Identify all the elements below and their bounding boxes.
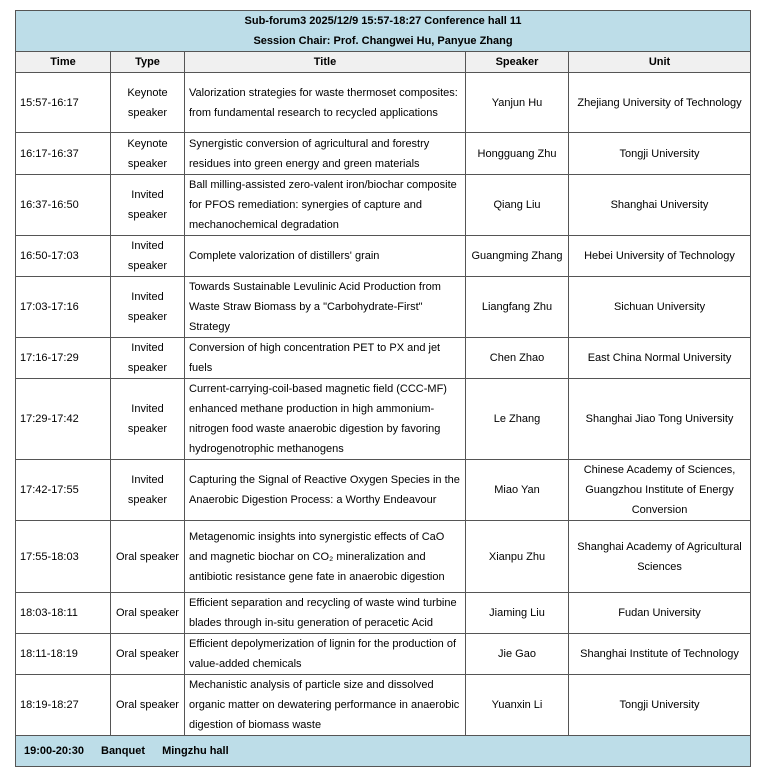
cell-title: Conversion of high concentration PET to PX and jet fuels [185,338,466,379]
column-header-title: Title [185,52,466,73]
cell-type: Invited speaker [111,175,185,236]
table-row [16,277,751,338]
column-header-type: Type [111,52,185,73]
cell-speaker: Hongguang Zhu [466,133,569,175]
cell-title: Current-carrying-coil-based magnetic field (CCC-MF) enhanced methane production in high ammonium-nitrogen food waste anaerobic digestion by favoring hydrogenotrophic methanogens [185,379,466,460]
cell-type: Oral speaker [111,675,185,736]
table-row [16,634,751,675]
cell-type: Invited speaker [111,379,185,460]
cell-speaker: Qiang Liu [466,175,569,236]
cell-unit: Fudan University [569,593,751,634]
cell-title: Capturing the Signal of Reactive Oxygen Species in the Anaerobic Digestion Process: a Worthy Endeavour [185,460,466,521]
cell-speaker: Jie Gao [466,634,569,675]
table-row [16,175,751,236]
cell-type: Invited speaker [111,236,185,277]
cell-time: 17:29-17:42 [16,379,111,460]
session-header [16,11,751,52]
cell-title: Towards Sustainable Levulinic Acid Production from Waste Straw Biomass by a "Carbohydrate-First" Strategy [185,277,466,338]
cell-time: 16:50-17:03 [16,236,111,277]
cell-unit: East China Normal University [569,338,751,379]
cell-time: 18:03-18:11 [16,593,111,634]
cell-type: Invited speaker [111,338,185,379]
cell-time: 16:17-16:37 [16,133,111,175]
cell-speaker: Jiaming Liu [466,593,569,634]
cell-title: Complete valorization of distillers' grain [185,236,466,277]
cell-unit: Shanghai Jiao Tong University [569,379,751,460]
cell-title: Metagenomic insights into synergistic effects of CaO and magnetic biochar on CO₂ mineralization and antibiotic resistance gene fate in anaerobic digestion [185,521,466,593]
table-row [16,593,751,634]
table-row [16,379,751,460]
cell-unit: Zhejiang University of Technology [569,73,751,133]
cell-time: 18:19-18:27 [16,675,111,736]
cell-speaker: Le Zhang [466,379,569,460]
table-row [16,460,751,521]
table-row [16,236,751,277]
cell-time: 17:42-17:55 [16,460,111,521]
cell-time: 17:16-17:29 [16,338,111,379]
banquet-venue: Mingzhu hall [162,745,229,757]
schedule-body [16,73,751,736]
session-chair: Session Chair: Prof. Changwei Hu, Panyue Zhang [253,35,513,47]
cell-title: Efficient separation and recycling of waste wind turbine blades through in-situ generation of peracetic Acid [185,593,466,634]
table-row [16,338,751,379]
cell-type: Keynote speaker [111,133,185,175]
header-row [16,11,751,52]
cell-type: Keynote speaker [111,73,185,133]
cell-speaker: Yuanxin Li [466,675,569,736]
cell-type: Invited speaker [111,460,185,521]
cell-speaker: Xianpu Zhu [466,521,569,593]
banquet-cell [16,736,751,767]
cell-unit: Hebei University of Technology [569,236,751,277]
cell-speaker: Miao Yan [466,460,569,521]
cell-time: 17:03-17:16 [16,277,111,338]
cell-title: Synergistic conversion of agricultural and forestry residues into green energy and green materials [185,133,466,175]
table-row [16,521,751,593]
table-row [16,133,751,175]
column-header-speaker: Speaker [466,52,569,73]
cell-type: Oral speaker [111,521,185,593]
banquet-time: 19:00-20:30 [24,745,84,757]
session-title: Sub-forum3 2025/12/9 15:57-18:27 Conference hall 11 [244,15,522,27]
cell-unit: Shanghai Academy of Agricultural Sciences [569,521,751,593]
cell-title: Efficient depolymerization of lignin for the production of value-added chemicals [185,634,466,675]
cell-time: 16:37-16:50 [16,175,111,236]
cell-speaker: Liangfang Zhu [466,277,569,338]
cell-unit: Chinese Academy of Sciences, Guangzhou Institute of Energy Conversion [569,460,751,521]
cell-time: 17:55-18:03 [16,521,111,593]
cell-unit: Sichuan University [569,277,751,338]
cell-title: Ball milling-assisted zero-valent iron/biochar composite for PFOS remediation: synergies of capture and mechanochemical degradation [185,175,466,236]
schedule-table [15,10,751,767]
table-row [16,73,751,133]
table-row [16,675,751,736]
cell-title: Valorization strategies for waste thermoset composites: from fundamental research to recycled applications [185,73,466,133]
banquet-row [16,736,751,767]
cell-type: Oral speaker [111,593,185,634]
cell-type: Oral speaker [111,634,185,675]
cell-unit: Tongji University [569,133,751,175]
cell-time: 15:57-16:17 [16,73,111,133]
cell-speaker: Chen Zhao [466,338,569,379]
cell-unit: Tongji University [569,675,751,736]
cell-unit: Shanghai University [569,175,751,236]
banquet-event: Banquet [101,745,145,757]
cell-title: Mechanistic analysis of particle size and dissolved organic matter on dewatering performance in anaerobic digestion of biomass waste [185,675,466,736]
column-header-row [16,52,751,73]
column-header-unit: Unit [569,52,751,73]
cell-unit: Shanghai Institute of Technology [569,634,751,675]
cell-time: 18:11-18:19 [16,634,111,675]
cell-speaker: Guangming Zhang [466,236,569,277]
column-header-time: Time [16,52,111,73]
cell-speaker: Yanjun Hu [466,73,569,133]
cell-type: Invited speaker [111,277,185,338]
